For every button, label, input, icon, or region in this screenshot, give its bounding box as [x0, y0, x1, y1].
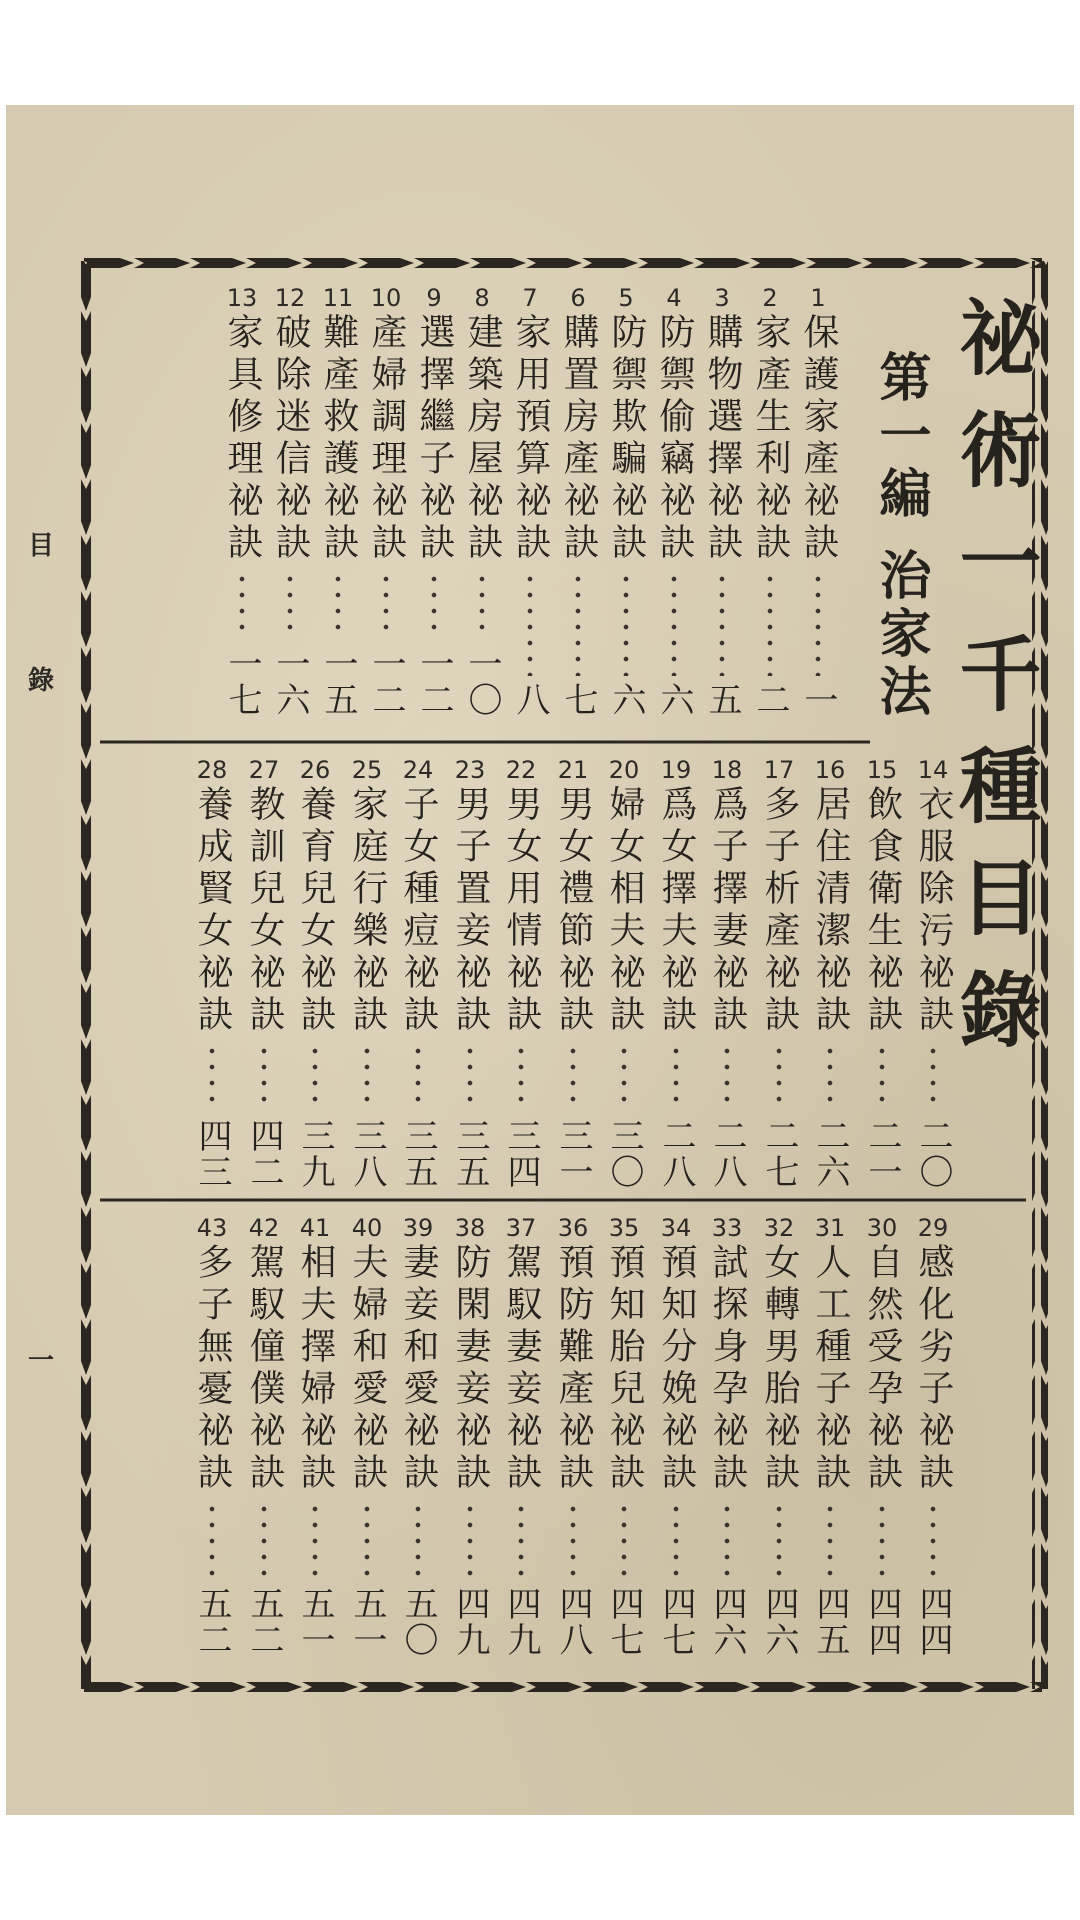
leader-dots [930, 1043, 936, 1112]
toc-entry [446, 755, 494, 1190]
entry-number: 29 [917, 1214, 949, 1242]
entry-page: 二八 [707, 1118, 747, 1190]
entry-page: 四八 [553, 1586, 593, 1658]
toc-entry [806, 755, 854, 1190]
toc-entry [240, 1213, 288, 1658]
leader-dots [364, 1043, 370, 1112]
entry-title: 居住清潔祕訣 [810, 785, 851, 1037]
entry-title: 預知分娩祕訣 [656, 1243, 697, 1495]
entry-page: 三九 [295, 1118, 335, 1190]
entry-page: 一七 [222, 646, 262, 718]
leader-dots [724, 1501, 730, 1580]
leader-dots [209, 1043, 215, 1112]
entry-page: 三五 [450, 1118, 490, 1190]
entry-title: 保護家產祕訣 [798, 313, 839, 565]
entry-title: 女轉男胎祕訣 [759, 1243, 800, 1495]
leader-dots [724, 1043, 730, 1112]
leader-dots [673, 1043, 679, 1112]
entry-page: 二八 [656, 1118, 696, 1190]
margin-label-lu: 錄 [28, 666, 55, 696]
entry-title: 男女禮節祕訣 [553, 785, 594, 1037]
entry-title: 難產救護祕訣 [318, 313, 359, 565]
entry-number: 5 [618, 284, 634, 312]
leader-dots [287, 571, 293, 640]
toc-entry [188, 1213, 236, 1658]
leader-dots [209, 1501, 215, 1580]
toc-entry [394, 755, 442, 1190]
leader-dots [239, 571, 245, 640]
toc-entry [394, 1213, 442, 1658]
entry-page: 五 [702, 682, 742, 718]
entry-number: 28 [196, 756, 228, 784]
entry-page: 四七 [656, 1586, 696, 1658]
leader-dots [415, 1043, 421, 1112]
entry-page: 二一 [862, 1118, 902, 1190]
entry-page: 三五 [398, 1118, 438, 1190]
leader-dots [879, 1043, 885, 1112]
leader-dots [776, 1043, 782, 1112]
section-heading: 第一編 治家法 [870, 350, 931, 723]
entry-title: 多子析產祕訣 [759, 785, 800, 1037]
toc-entry [909, 1213, 957, 1658]
entry-number: 17 [763, 756, 795, 784]
entry-page: 八 [510, 682, 550, 718]
entry-number: 43 [196, 1214, 228, 1242]
leader-dots [570, 1043, 576, 1112]
toc-entry [314, 283, 362, 718]
toc-entry [746, 283, 794, 718]
entry-page: 一〇 [462, 646, 502, 718]
entry-title: 駕馭妻妾祕訣 [501, 1243, 542, 1495]
entry-number: 1 [810, 284, 826, 312]
entry-title: 家用預算祕訣 [510, 313, 551, 565]
toc-entry [240, 755, 288, 1190]
entry-page: 一六 [270, 646, 310, 718]
leader-dots [767, 571, 773, 676]
entry-page: 四二 [244, 1118, 284, 1190]
entry-page: 四九 [450, 1586, 490, 1658]
toc-entry [266, 283, 314, 718]
leader-dots [815, 571, 821, 676]
margin-label-mu: 目 [28, 531, 55, 561]
leader-dots [467, 1043, 473, 1112]
entry-title: 購物選擇祕訣 [702, 313, 743, 565]
leader-dots [335, 571, 341, 640]
entry-title: 購置房產祕訣 [558, 313, 599, 565]
toc-entry [755, 1213, 803, 1658]
leader-dots [879, 1501, 885, 1580]
leader-dots [383, 571, 389, 640]
entry-number: 21 [557, 756, 589, 784]
toc-entry [858, 1213, 906, 1658]
toc-entry [600, 755, 648, 1190]
toc-entry [497, 755, 545, 1190]
entry-page: 四六 [707, 1586, 747, 1658]
entry-page: 四九 [501, 1586, 541, 1658]
entry-number: 10 [370, 284, 402, 312]
entry-number: 7 [522, 284, 538, 312]
toc-entry [291, 1213, 339, 1658]
entry-number: 13 [226, 284, 258, 312]
leader-dots [930, 1501, 936, 1580]
entry-number: 41 [299, 1214, 331, 1242]
entry-title: 試探身孕祕訣 [707, 1243, 748, 1495]
toc-entry [703, 1213, 751, 1658]
entry-title: 產婦調理祕訣 [366, 313, 407, 565]
toc-entry [291, 755, 339, 1190]
entry-title: 衣服除污祕訣 [913, 785, 954, 1037]
toc-entry [602, 283, 650, 718]
entry-number: 16 [814, 756, 846, 784]
entry-number: 30 [866, 1214, 898, 1242]
toc-entry [755, 755, 803, 1190]
entry-number: 15 [866, 756, 898, 784]
leader-dots [827, 1501, 833, 1580]
entry-number: 35 [608, 1214, 640, 1242]
leader-dots [467, 1501, 473, 1580]
entry-number: 25 [351, 756, 383, 784]
entry-title: 夫婦和愛祕訣 [347, 1243, 388, 1495]
entry-title: 飲食衛生祕訣 [862, 785, 903, 1037]
entry-number: 23 [454, 756, 486, 784]
toc-entry [909, 755, 957, 1190]
leader-dots [364, 1501, 370, 1580]
entry-title: 預防難產祕訣 [553, 1243, 594, 1495]
leader-dots [621, 1501, 627, 1580]
entry-number: 37 [505, 1214, 537, 1242]
entry-title: 男女用情祕訣 [501, 785, 542, 1037]
toc-entry [600, 1213, 648, 1658]
entry-title: 婦女相夫祕訣 [604, 785, 645, 1037]
entry-number: 19 [660, 756, 692, 784]
leader-dots [518, 1043, 524, 1112]
entry-title: 爲子擇妻祕訣 [707, 785, 748, 1037]
entry-number: 18 [711, 756, 743, 784]
entry-number: 42 [248, 1214, 280, 1242]
toc-entry [343, 755, 391, 1190]
entry-page: 五一 [347, 1586, 387, 1658]
toc-entry [549, 755, 597, 1190]
entry-page: 一二 [414, 646, 454, 718]
toc-entry [858, 755, 906, 1190]
entry-number: 36 [557, 1214, 589, 1242]
toc-entry [698, 283, 746, 718]
entry-title: 自然受孕祕訣 [862, 1243, 903, 1495]
leader-dots [671, 571, 677, 676]
entry-number: 26 [299, 756, 331, 784]
leader-dots [431, 571, 437, 640]
entry-title: 破除迷信祕訣 [270, 313, 311, 565]
toc-title: 祕術一千種目錄 [946, 295, 1042, 1079]
entry-page: 五二 [192, 1586, 232, 1658]
entry-page: 三一 [553, 1118, 593, 1190]
entry-page: 三八 [347, 1118, 387, 1190]
leader-dots [415, 1501, 421, 1580]
leader-dots [312, 1501, 318, 1580]
entry-number: 14 [917, 756, 949, 784]
entry-page: 四六 [759, 1586, 799, 1658]
toc-entry [218, 283, 266, 718]
entry-number: 20 [608, 756, 640, 784]
entry-title: 建築房屋祕訣 [462, 313, 503, 565]
leader-dots [479, 571, 485, 640]
entry-page: 六 [654, 682, 694, 718]
entry-title: 家庭行樂祕訣 [347, 785, 388, 1037]
entry-number: 33 [711, 1214, 743, 1242]
leader-dots [776, 1501, 782, 1580]
entry-number: 8 [474, 284, 490, 312]
toc-entry [652, 755, 700, 1190]
entry-number: 11 [322, 284, 354, 312]
leader-dots [312, 1043, 318, 1112]
toc-entry [549, 1213, 597, 1658]
entry-title: 男子置妾祕訣 [450, 785, 491, 1037]
leader-dots [261, 1501, 267, 1580]
entry-page: 六 [606, 682, 646, 718]
toc-entry [794, 283, 842, 718]
entry-page: 七 [558, 682, 598, 718]
entry-page: 四三 [192, 1118, 232, 1190]
toc-entry [362, 283, 410, 718]
leader-dots [575, 571, 581, 676]
page-number: 一 [28, 1346, 55, 1376]
leader-dots [518, 1501, 524, 1580]
entry-title: 家具修理祕訣 [222, 313, 263, 565]
entry-number: 24 [402, 756, 434, 784]
entry-page: 四五 [810, 1586, 850, 1658]
entry-page: 二 [750, 682, 790, 718]
entry-page: 五一 [295, 1586, 335, 1658]
entry-title: 養育兒女祕訣 [295, 785, 336, 1037]
entry-title: 駕馭僮僕祕訣 [244, 1243, 285, 1495]
leader-dots [827, 1043, 833, 1112]
entry-page: 一 [798, 682, 838, 718]
toc-entry [446, 1213, 494, 1658]
leader-dots [570, 1501, 576, 1580]
leader-dots [673, 1501, 679, 1580]
leader-dots [621, 1043, 627, 1112]
entry-page: 二六 [810, 1118, 850, 1190]
entry-page: 三四 [501, 1118, 541, 1190]
entry-number: 6 [570, 284, 586, 312]
toc-entry [554, 283, 602, 718]
entry-page: 二七 [759, 1118, 799, 1190]
entry-number: 3 [714, 284, 730, 312]
entry-title: 教訓兒女祕訣 [244, 785, 285, 1037]
leader-dots [527, 571, 533, 676]
entry-number: 31 [814, 1214, 846, 1242]
toc-entry [188, 755, 236, 1190]
entry-page: 五二 [244, 1586, 284, 1658]
entry-page: 一二 [366, 646, 406, 718]
entry-page: 四七 [604, 1586, 644, 1658]
entry-number: 32 [763, 1214, 795, 1242]
toc-entry [506, 283, 554, 718]
entry-number: 2 [762, 284, 778, 312]
toc-entry [458, 283, 506, 718]
toc-entry [650, 283, 698, 718]
entry-title: 爲女擇夫祕訣 [656, 785, 697, 1037]
entry-page: 三〇 [604, 1118, 644, 1190]
entry-number: 34 [660, 1214, 692, 1242]
entry-number: 9 [426, 284, 442, 312]
toc-entry [703, 755, 751, 1190]
entry-number: 12 [274, 284, 306, 312]
entry-number: 40 [351, 1214, 383, 1242]
entry-number: 27 [248, 756, 280, 784]
entry-page: 四四 [913, 1586, 953, 1658]
entry-page: 二〇 [913, 1118, 953, 1190]
entry-title: 人工種子祕訣 [810, 1243, 851, 1495]
toc-entry [410, 283, 458, 718]
leader-dots [261, 1043, 267, 1112]
entry-title: 感化劣子祕訣 [913, 1243, 954, 1495]
entry-number: 39 [402, 1214, 434, 1242]
entry-number: 22 [505, 756, 537, 784]
entry-title: 預知胎兒祕訣 [604, 1243, 645, 1495]
entry-page: 五〇 [398, 1586, 438, 1658]
leader-dots [623, 571, 629, 676]
entry-title: 防禦欺騙祕訣 [606, 313, 647, 565]
entry-title: 妻妾和愛祕訣 [398, 1243, 439, 1495]
entry-title: 選擇繼子祕訣 [414, 313, 455, 565]
entry-page: 四四 [862, 1586, 902, 1658]
toc-entry [343, 1213, 391, 1658]
entry-title: 家產生利祕訣 [750, 313, 791, 565]
entry-title: 相夫擇婦祕訣 [295, 1243, 336, 1495]
entry-number: 38 [454, 1214, 486, 1242]
contents-frame [78, 255, 1048, 1695]
toc-entry [652, 1213, 700, 1658]
entry-page: 一五 [318, 646, 358, 718]
entry-title: 多子無憂祕訣 [192, 1243, 233, 1495]
toc-entry [497, 1213, 545, 1658]
entry-number: 4 [666, 284, 682, 312]
entry-title: 防閑妻妾祕訣 [450, 1243, 491, 1495]
entry-title: 子女種痘祕訣 [398, 785, 439, 1037]
toc-entry [806, 1213, 854, 1658]
entry-title: 養成賢女祕訣 [192, 785, 233, 1037]
entry-title: 防禦偷竊祕訣 [654, 313, 695, 565]
leader-dots [719, 571, 725, 676]
